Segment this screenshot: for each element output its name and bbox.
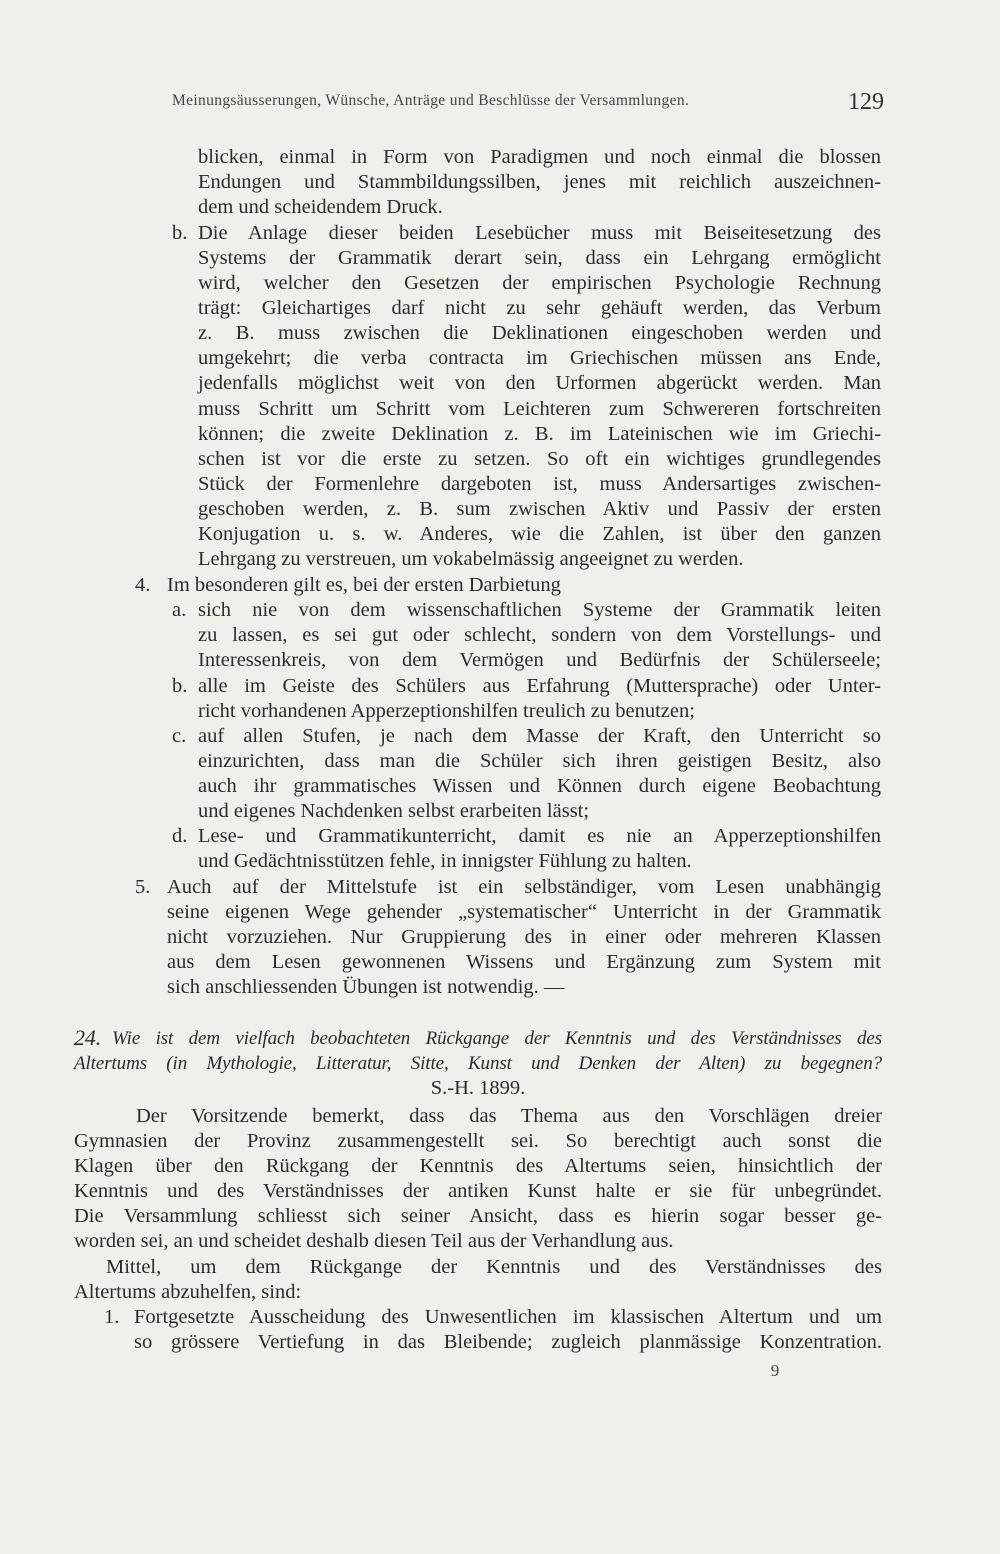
text-line: seine eigenen Wege gehender „systematischer“ Unterricht in der Grammatik [167, 901, 881, 923]
text-line: Altertums abzuhelfen, sind: [74, 1281, 302, 1303]
text-line: auch ihr grammatisches Wissen und Können durch eigene Beobachtung [198, 775, 881, 797]
text-line: dem und scheidendem Druck. [198, 196, 443, 218]
subitem-label-c: c. [172, 725, 187, 747]
text-line: auf allen Stufen, je nach dem Masse der Kraft, den Unterricht so [198, 725, 881, 747]
text-line: Lese- und Grammatikunterricht, damit es nie an Apperzeptionshilfen [198, 825, 881, 847]
text-line: Auch auf der Mittelstufe ist ein selbständiger, vom Lesen unabhängig [167, 876, 881, 898]
text-line: Interessenkreis, von dem Vermögen und Bedürfnis der Schülerseele; [198, 649, 881, 671]
text-line: können; die zweite Deklination z. B. im Lateinischen wie im Griechi- [198, 423, 881, 445]
text-line: einzurichten, dass man die Schüler sich ihren geistigen Besitz, also [198, 750, 881, 772]
text-line: wird, welcher den Gesetzen der empirischen Psychologie Rechnung [198, 272, 881, 294]
subitem-label-b: b. [172, 675, 188, 697]
text-line: so grössere Vertiefung in das Bleibende; zugleich planmässige Konzentration. [134, 1331, 882, 1353]
subitem-label-a: a. [172, 599, 187, 621]
item-label-b: b. [172, 222, 188, 244]
page-number: 129 [848, 89, 884, 115]
signature-mark: 9 [770, 1361, 780, 1380]
text-line: worden sei, an und scheidet deshalb diesen Teil aus der Verhandlung aus. [74, 1230, 674, 1252]
text-line: sich anschliessenden Übungen ist notwendig. — [167, 976, 565, 998]
text-line: Die Anlage dieser beiden Lesebücher muss mit Beiseitesetzung des [198, 222, 881, 244]
text-line: Lehrgang zu verstreuen, um vokabelmässig angeeignet zu werden. [198, 548, 744, 570]
section-title-line: Wie ist dem vielfach beobachteten Rückgange der Kenntnis und des Verständnisses des [112, 1028, 882, 1049]
text-line: Mittel, um dem Rückgange der Kenntnis und des Verständnisses des [106, 1256, 882, 1278]
text-line: Fortgesetzte Ausscheidung des Unwesentlichen im klassischen Altertum und um [134, 1306, 882, 1328]
text-line: z. B. muss zwischen die Deklinationen eingeschoben werden und [198, 322, 881, 344]
text-line: Systems der Grammatik derart sein, dass ein Lehrgang ermöglicht [198, 247, 881, 269]
text-line: aus dem Lesen gewonnenen Wissens und Ergänzung zum System mit [167, 951, 881, 973]
text-line: und Gedächtnisstützen fehle, in innigster Fühlung zu halten. [198, 850, 692, 872]
item-label-5: 5. [135, 876, 151, 898]
text-line: blicken, einmal in Form von Paradigmen und noch einmal die blossen [198, 146, 881, 168]
running-title: Meinungsäusserungen, Wünsche, Anträge und Beschlüsse der Versammlungen. [172, 92, 690, 109]
section-title-line: Altertums (in Mythologie, Litteratur, Sitte, Kunst und Denken der Alten) zu begegnen? [74, 1053, 882, 1074]
text-line: muss Schritt um Schritt vom Leichteren zum Schwereren fortschreiten [198, 398, 881, 420]
text-line: alle im Geiste des Schülers aus Erfahrung (Muttersprache) oder Unter- [198, 675, 881, 697]
text-line: Stück der Formenlehre dargeboten ist, muss Andersartiges zwischen- [198, 473, 881, 495]
text-line: trägt: Gleichartiges darf nicht zu sehr gehäuft werden, das Verbum [198, 297, 881, 319]
text-line: Im besonderen gilt es, bei der ersten Darbietung [167, 574, 561, 596]
text-line: umgekehrt; die verba contracta im Griechischen müssen ans Ende, [198, 347, 881, 369]
section-source: S.-H. 1899. [430, 1077, 526, 1099]
subitem-label-d: d. [172, 825, 188, 847]
text-line: geschoben werden, z. B. sum zwischen Aktiv und Passiv der ersten [198, 498, 881, 520]
item-label-1: 1. [104, 1306, 120, 1328]
text-line: Die Versammlung schliesst sich seiner Ansicht, dass es hierin sogar besser ge- [74, 1205, 882, 1227]
running-head [172, 90, 884, 122]
text-line: Der Vorsitzende bemerkt, dass das Thema aus den Vorschlägen dreier [136, 1105, 882, 1127]
text-line: Endungen und Stammbildungssilben, jenes mit reichlich auszeichnen- [198, 171, 881, 193]
text-line: jedenfalls möglichst weit von den Urformen abgerückt werden. Man [198, 372, 881, 394]
text-line: schen ist vor die erste zu setzen. So oft ein wichtiges grundlegendes [198, 448, 881, 470]
text-line: Gymnasien der Provinz zusammengestellt sei. So berechtigt auch sonst die [74, 1130, 882, 1152]
text-line: nicht vorzuziehen. Nur Gruppierung des in einer oder mehreren Klassen [167, 926, 881, 948]
text-line: Klagen über den Rückgang der Kenntnis des Altertums seien, hinsichtlich der [74, 1155, 882, 1177]
section-number: 24. [74, 1025, 102, 1050]
text-line: sich nie von dem wissenschaftlichen Systeme der Grammatik leiten [198, 599, 881, 621]
text-line: richt vorhandenen Apperzeptionshilfen treulich zu benutzen; [198, 700, 695, 722]
item-label-4: 4. [135, 574, 151, 596]
text-line: Konjugation u. s. w. Anderes, wie die Zahlen, ist über den ganzen [198, 523, 881, 545]
text-line: Kenntnis und des Verständnisses der antiken Kunst halte er sie für unbegründet. [74, 1180, 882, 1202]
text-line: und eigenes Nachdenken selbst erarbeiten lässt; [198, 800, 590, 822]
text-line: zu lassen, es sei gut oder schlecht, sondern von dem Vorstellungs- und [198, 624, 881, 646]
